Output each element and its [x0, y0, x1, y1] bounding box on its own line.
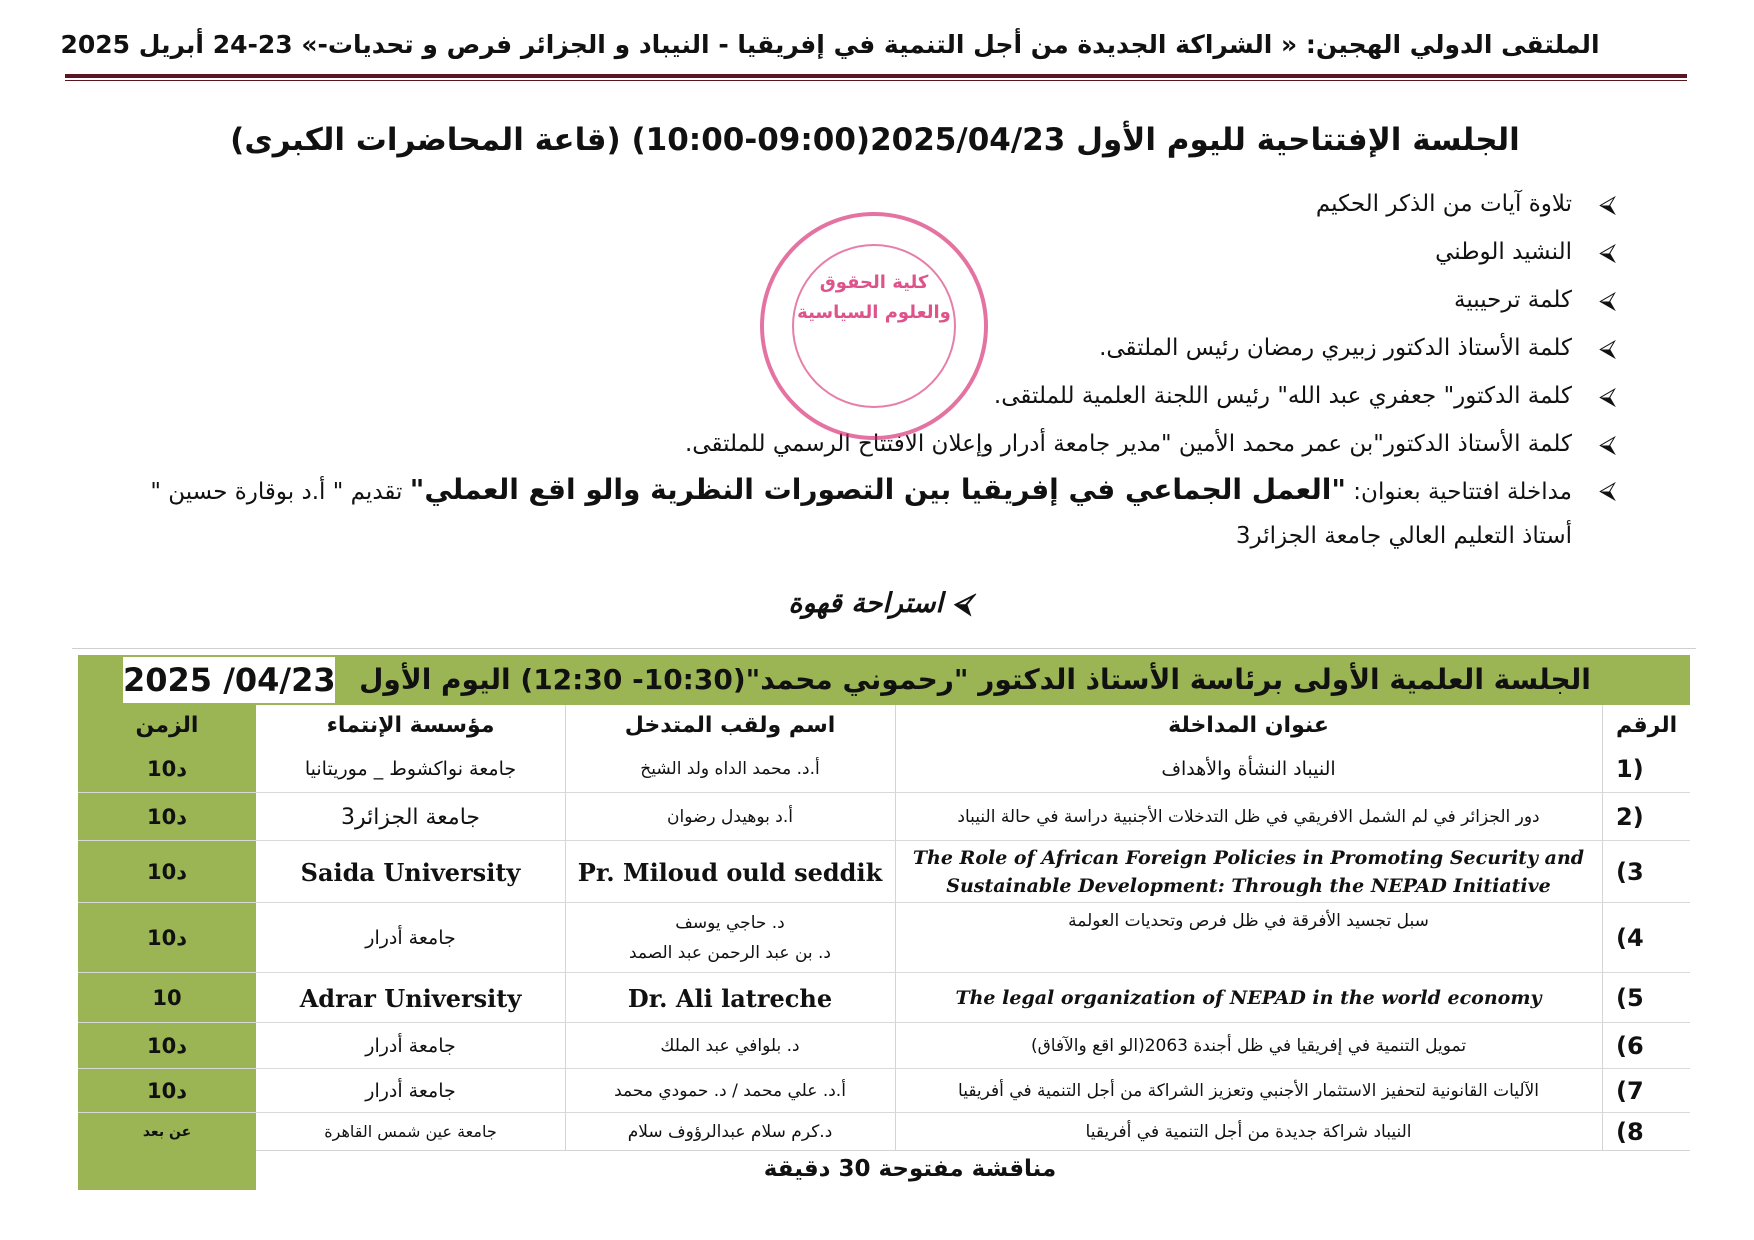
table-row: عن بعد جامعة عين شمس القاهرة د.كرم سلام عبدالرؤوف سلام النيباد شراكة جديدة من أجل التنمية في أفريقيا (8: [142, 1117, 1644, 1146]
table-row: 10د جامعة نواكشوط _ موريتانيا أ.د. محمد الداه ولد الشيخ النيباد النشأة والأهداف 1): [78, 745, 1690, 793]
arrow-icon: ⮘: [1598, 286, 1616, 314]
faculty-stamp: كلية الحقوق والعلوم السياسية: [760, 212, 988, 440]
arrow-icon: ⮘: [1598, 430, 1616, 458]
table-header-row: [78, 705, 1690, 745]
table-row: 10د جامعة الجزائر3 أ.د بوهيدل رضوان دور الجزائر في لم الشمل الافريقي في ظل التدخلات الأجنبية دراسة في حالة النيباد 2): [78, 793, 1690, 841]
table-row: 10د جامعة أدرار د. بلوافي عبد الملك تمويل التنمية في إفريقيا في ظل أجندة 2063(الو اقع والآفاق) (6: [78, 1023, 1690, 1069]
table-row: 10د Saida University Pr. Miloud ould seddik The Role of African Foreign Policies in Promoting Security and Sustainable Development: Through the NEPAD Initiative (3: [78, 841, 1690, 903]
table-row: 10 Adrar University Dr. Ali latreche The legal organization of NEPAD in the world economy (5: [78, 973, 1690, 1023]
program-item: ⮘ كلمة الدكتور" جعفري عبد الله" رئيس اللجنة العلمية للملتقى.: [96, 372, 1616, 420]
program-item: ⮘ كلمة ترحيبية: [96, 276, 1616, 324]
arrow-icon: ⮘: [1598, 190, 1616, 218]
header-rule-thin: [65, 80, 1687, 81]
arrow-icon: ⮘: [1598, 238, 1616, 266]
keynote-presenter: تقديم " أ.د بوقارة حسين " أستاذ التعليم العالي جامعة الجزائر3: [150, 479, 1572, 549]
program-item: ⮘ كلمة الأستاذ الدكتور"بن عمر محمد الأمين "مدير جامعة أدرار وإعلان الافتتاح الرسمي للملتقى.: [96, 420, 1616, 468]
program-item: ⮘ النشيد الوطني: [96, 228, 1616, 276]
header-title: عنوان المداخلة: [1168, 712, 1329, 738]
table-bottom-rule: [256, 1150, 1690, 1151]
keynote-item: [96, 468, 1616, 558]
arrow-icon: ⮘: [1598, 476, 1616, 504]
conference-header: الملتقى الدولي الهجين: « الشراكة الجديدة من أجل التنمية في إفريقيا - النيباد و الجزائر فرص و تحديات-» 23-24 أبريل 2025: [60, 30, 1600, 59]
session-date: 2025 /04/23: [123, 657, 335, 703]
opening-session-title: الجلسة الإفتتاحية لليوم الأول 2025/04/23(09:00-10:00) (قاعة المحاضرات الكبرى): [230, 122, 1520, 158]
session-title: الجلسة العلمية الأولى برئاسة الأستاذ الدكتور "رحموني محمد"(10:30- 12:30) اليوم الأول: [359, 663, 1591, 696]
program-item: ⮘ تلاوة آيات من الذكر الحكيم: [96, 180, 1616, 228]
arrow-icon: ⮘: [1598, 334, 1616, 362]
table-row: 10د جامعة أدرار د. حاجي يوسف د. بن عبد الرحمن عبد الصمد سبل تجسيد الأفرقة في ظل فرص وتحديات العولمة (4: [78, 903, 1690, 973]
keynote-title: "العمل الجماعي في إفريقيا بين التصورات النظرية والو اقع العملي": [409, 473, 1346, 506]
arrow-icon: ⮘: [1598, 382, 1616, 410]
table-row: 10د جامعة أدرار أ.د. علي محمد / د. حمودي محمد الآليات القانونية لتحفيز الاستثمار الأجنبي وتعزيز الشراكة من أجل التنمية في أفريقيا (7: [78, 1069, 1690, 1113]
header-num: الرقم: [1616, 712, 1678, 738]
header-institution: مؤسسة الإنتماء: [326, 712, 495, 738]
table-top-rule: [72, 648, 1696, 649]
keynote-prefix: مداخلة افتتاحية بعنوان:: [1346, 479, 1572, 505]
arrow-icon: ⮘: [952, 588, 972, 619]
program-item: ⮘ كلمة الأستاذ الدكتور زبيري رمضان رئيس الملتقى.: [96, 324, 1616, 372]
header-time: الزمن: [135, 712, 199, 738]
header-name: اسم ولقب المتدخل: [624, 712, 836, 738]
coffee-break: ⮘ استراحة قهوة: [788, 588, 972, 619]
header-rule: [65, 74, 1687, 78]
open-discussion: مناقشة مفتوحة 30 دقيقة: [763, 1156, 1057, 1182]
